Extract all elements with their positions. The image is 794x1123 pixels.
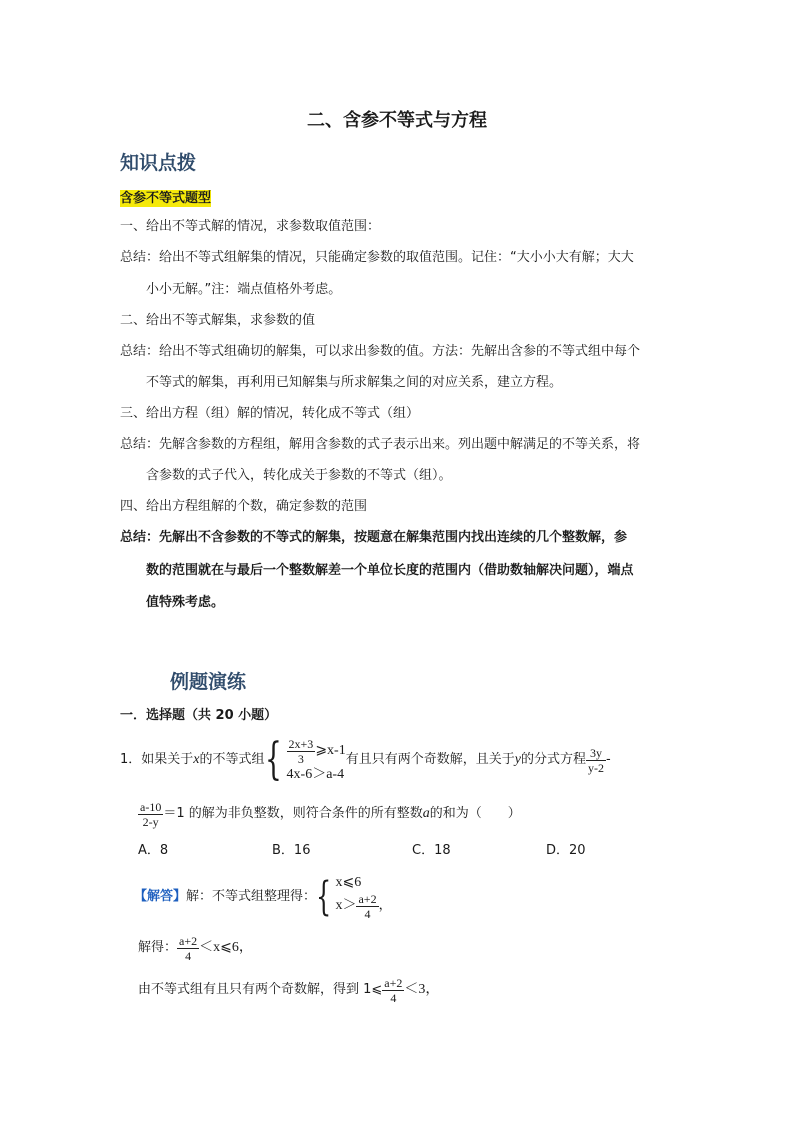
- summary-4-line-3: 值特殊考虑。: [146, 595, 225, 610]
- inequality-system: [287, 737, 346, 784]
- fraction: [382, 976, 404, 1005]
- q1-text-1: 如果关于: [141, 752, 194, 767]
- option-a[interactable]: A．8: [138, 843, 169, 858]
- fraction-denominator: 4: [390, 990, 397, 1005]
- inequality-1-rest: ⩾x-1: [315, 743, 346, 758]
- answer-line-1: [134, 866, 392, 928]
- highlight-label: 含参不等式题型: [120, 191, 212, 206]
- var-x: x: [193, 752, 200, 767]
- var-y: y: [514, 752, 521, 767]
- summary-2-line-2: 不等式的解集，再利用已知解集与所求解集之间的对应关系，建立方程。: [146, 375, 563, 390]
- minus-sign: -: [605, 752, 611, 767]
- fraction-denominator: 3: [297, 751, 304, 766]
- summary-4-line-1: 总结：先解出不含参数的不等式的解集，按题意在解集范围内找出连续的几个整数解，参: [120, 530, 628, 545]
- item-2: 二、给出不等式解集，求参数的值: [120, 313, 316, 328]
- comma: ，: [378, 898, 392, 913]
- answer-text-1: 解：不等式组整理得：: [186, 889, 317, 904]
- question-1-line-2: [138, 796, 521, 832]
- fraction: [138, 800, 163, 829]
- answer-line-3: [138, 972, 439, 1008]
- answer-text-3-rest: ＜3，: [404, 982, 440, 997]
- item-1: 一、给出不等式解的情况，求参数取值范围：: [120, 219, 381, 234]
- q1-text-6: 的和为（ ）: [429, 806, 521, 821]
- q1-text-4: 的分式方程: [520, 752, 586, 767]
- option-d[interactable]: D．20: [546, 843, 586, 858]
- answer-text-3: 由不等式组有且只有两个奇数解，得到 1⩽: [138, 982, 383, 997]
- question-1-line-1: [120, 730, 611, 790]
- left-brace-icon: {: [316, 874, 332, 920]
- fraction-numerator: 3y: [586, 746, 606, 761]
- q1-text-3: 有且只有两个奇数解，且关于: [345, 752, 515, 767]
- summary-1-line-1: 总结：给出不等式组解集的情况，只能确定参数的取值范围。记住：“大小小大有解；大大: [120, 250, 634, 265]
- question-number: 1．: [120, 752, 142, 767]
- fraction: [177, 934, 199, 963]
- summary-1-line-2: 小小无解。”注：端点值格外考虑。: [146, 282, 342, 297]
- q1-text-2: 的不等式组: [199, 752, 265, 767]
- fraction-numerator: 2x+3: [288, 736, 314, 751]
- answer-system: [335, 874, 391, 921]
- item-4: 四、给出方程组解的个数，确定参数的范围: [120, 499, 368, 514]
- examples-heading: 例题演练: [170, 671, 247, 693]
- fraction: [287, 737, 316, 766]
- option-b[interactable]: B．16: [272, 843, 311, 858]
- inequality-2: 4x-6＞a-4: [286, 766, 345, 782]
- fraction-numerator: a+2: [179, 933, 198, 948]
- var-a: a: [422, 806, 430, 821]
- knowledge-heading: 知识点拨: [120, 152, 197, 174]
- answer-tag: 【解答】: [134, 889, 187, 904]
- summary-3-line-2: 含参数的式子代入，转化成关于参数的不等式（组）。: [146, 468, 452, 483]
- fraction-denominator: 2-y: [142, 814, 159, 829]
- inequality-1: [287, 737, 346, 766]
- answer-system-2-left: x＞: [335, 898, 357, 913]
- fraction-denominator: 4: [185, 948, 192, 963]
- left-brace-icon: {: [264, 734, 282, 785]
- fraction: [356, 892, 378, 921]
- fraction-denominator: 4: [364, 906, 371, 921]
- section-choice: 一．选择题（共 20 小题）: [120, 708, 278, 723]
- fraction-numerator: a-10: [140, 799, 162, 814]
- summary-3-line-1: 总结：先解含参数的方程组，解用含参数的式子表示出来。列出题中解满足的不等关系，将: [120, 437, 641, 452]
- option-c[interactable]: C．18: [412, 843, 451, 858]
- item-3: 三、给出方程（组）解的情况，转化成不等式（组）: [120, 406, 420, 421]
- solve-label: 解得：: [138, 940, 178, 955]
- summary-4-line-2: 数的范围就在与最后一个整数解差一个单位长度的范围内（借助数轴解决问题），端点: [146, 563, 634, 578]
- answer-system-1: x⩽6: [335, 874, 362, 890]
- answer-system-2: [335, 892, 391, 921]
- page-title: 二、含参不等式与方程: [307, 110, 487, 131]
- solve-rest: ＜x⩽6，: [199, 940, 253, 955]
- answer-line-2: [138, 930, 253, 966]
- summary-2-line-1: 总结：给出不等式组确切的解集，可以求出参数的值。方法：先解出含参的不等式组中每个: [120, 344, 641, 359]
- fraction-denominator: y-2: [587, 760, 604, 775]
- fraction-numerator: a+2: [384, 975, 403, 990]
- fraction-numerator: a+2: [358, 891, 377, 906]
- q1-text-5: ＝1 的解为非负整数，则符合条件的所有整数: [163, 806, 423, 821]
- fraction: [586, 746, 606, 775]
- type-highlight: [120, 187, 211, 206]
